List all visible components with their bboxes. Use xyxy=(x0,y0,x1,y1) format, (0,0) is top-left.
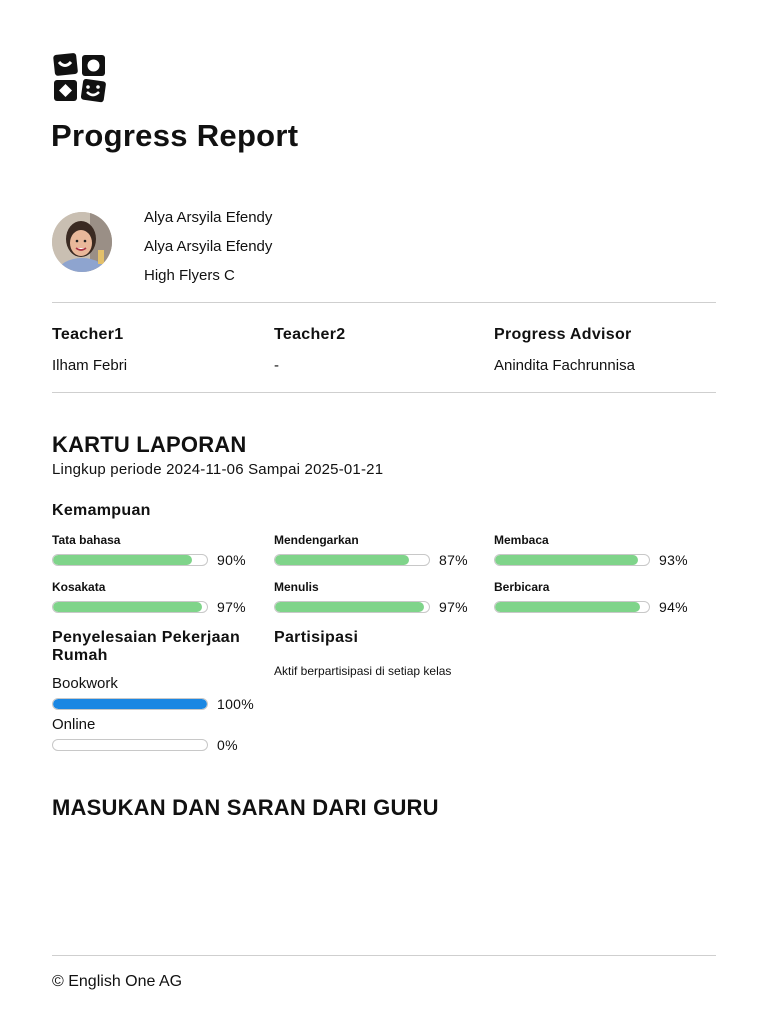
student-display-name: Alya Arsyila Efendy xyxy=(144,238,273,255)
homework-label: Bookwork xyxy=(52,675,118,692)
student-class: High Flyers C xyxy=(144,267,235,284)
homework-percent: 0% xyxy=(217,737,238,753)
skill-label: Kosakata xyxy=(52,580,106,594)
homework-progress-bar xyxy=(52,739,208,751)
student-avatar xyxy=(52,212,112,272)
homework-progress-bar xyxy=(52,698,208,710)
skill-progress-bar xyxy=(52,554,208,566)
skill-progress-bar xyxy=(274,554,430,566)
skill-vocabulary xyxy=(52,580,272,615)
teacher2-column xyxy=(274,326,345,374)
homework-heading: Penyelesaian Pekerjaan Rumah xyxy=(52,629,241,664)
report-card-heading: KARTU LAPORAN xyxy=(52,432,247,457)
feedback-heading: MASUKAN DAN SARAN DARI GURU xyxy=(52,795,439,820)
teacher1-value: Ilham Febri xyxy=(52,357,128,374)
skill-percent: 87% xyxy=(439,552,468,568)
skill-label: Mendengarkan xyxy=(274,533,359,547)
page-title: Progress Report xyxy=(51,118,299,153)
skill-percent: 97% xyxy=(439,599,468,615)
skill-label: Membaca xyxy=(494,533,549,547)
skill-grammar xyxy=(52,533,272,568)
skill-label: Berbicara xyxy=(494,580,550,594)
skill-label: Tata bahasa xyxy=(52,533,121,547)
skill-percent: 94% xyxy=(659,599,688,615)
student-name: Alya Arsyila Efendy xyxy=(144,209,273,226)
skill-progress-bar xyxy=(494,601,650,613)
advisor-label: Progress Advisor xyxy=(494,326,632,343)
teacher2-value: - xyxy=(274,357,279,374)
advisor-value: Anindita Fachrunnisa xyxy=(494,357,635,374)
participation-heading: Partisipasi xyxy=(274,629,359,646)
skill-progress-bar xyxy=(52,601,208,613)
skill-speaking xyxy=(494,580,714,615)
skills-heading: Kemampuan xyxy=(52,502,151,519)
teacher1-column xyxy=(52,326,127,374)
skill-label: Menulis xyxy=(274,580,319,594)
teacher2-label: Teacher2 xyxy=(274,326,346,343)
participation-text: Aktif berpartisipasi di setiap kelas xyxy=(274,664,452,678)
skill-writing xyxy=(274,580,494,615)
footer-copyright: © English One AG xyxy=(52,973,183,990)
skill-listening xyxy=(274,533,494,568)
homework-bookwork xyxy=(52,675,272,712)
footer-divider xyxy=(52,955,716,956)
report-period: Lingkup periode 2024-11-06 Sampai 2025-01-21 xyxy=(52,461,384,478)
brand-logo-icon xyxy=(52,52,108,104)
skill-percent: 97% xyxy=(217,599,246,615)
homework-label: Online xyxy=(52,716,96,733)
advisor-column xyxy=(494,326,635,374)
student-info xyxy=(144,203,272,290)
skill-progress-bar xyxy=(274,601,430,613)
skill-percent: 93% xyxy=(659,552,688,568)
skill-progress-bar xyxy=(494,554,650,566)
divider xyxy=(52,392,716,393)
divider xyxy=(52,302,716,303)
teacher1-label: Teacher1 xyxy=(52,326,124,343)
skill-percent: 90% xyxy=(217,552,246,568)
homework-online xyxy=(52,716,272,753)
homework-percent: 100% xyxy=(217,696,255,712)
teachers-section xyxy=(52,326,716,386)
skill-reading xyxy=(494,533,714,568)
